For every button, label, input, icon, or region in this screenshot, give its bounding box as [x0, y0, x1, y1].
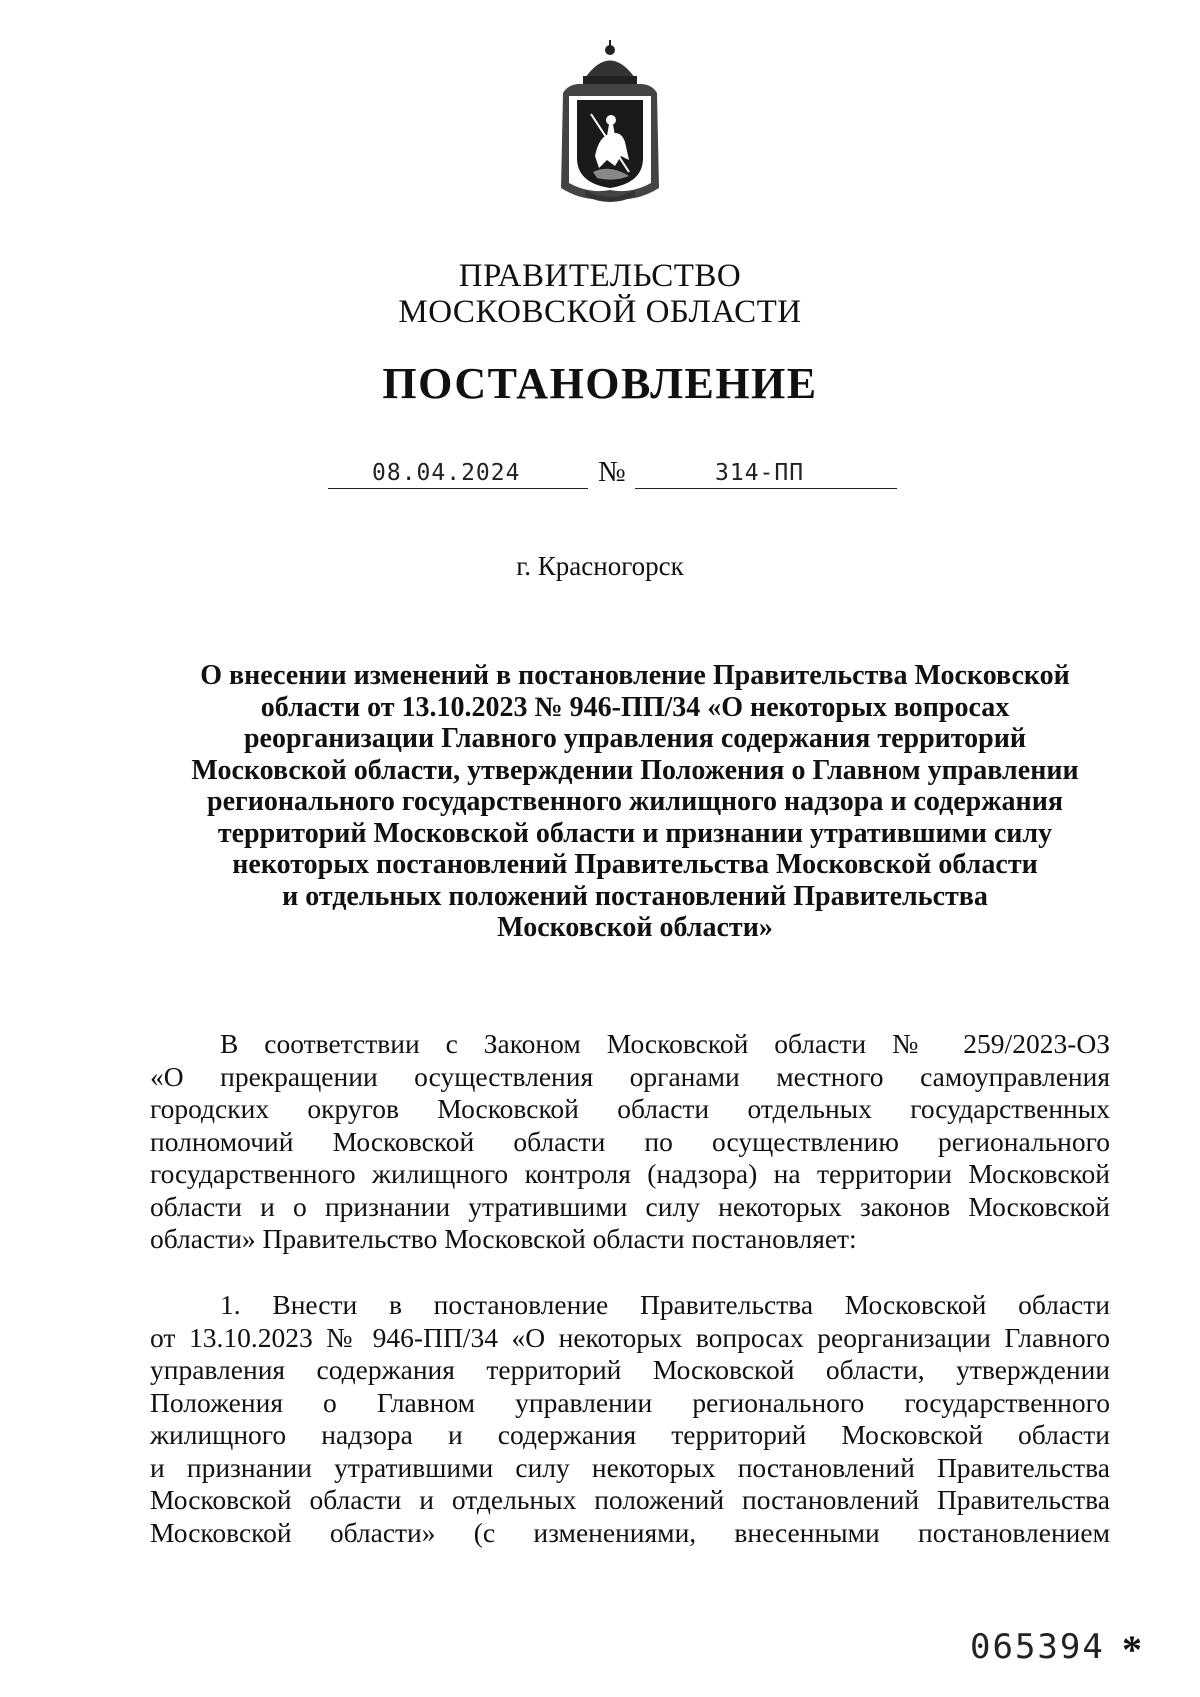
authority-name-line1: ПРАВИТЕЛЬСТВО	[458, 258, 742, 294]
paragraph-line: области и о признании утратившими силу некоторых законов Московской	[150, 1190, 1110, 1222]
serial-number-stamp: 065394	[970, 1627, 1105, 1667]
heading-line: регионального государственного жилищного надзора и содержания	[207, 786, 1063, 817]
paragraph-line: Московской области» (с изменениями, внесенными постановлением	[150, 1516, 1110, 1548]
heading-line: и отдельных положений постановлений Правительства	[282, 880, 988, 912]
paragraph-line: «О прекращении осуществления органами местного самоуправления	[150, 1060, 1110, 1092]
heading-line: территорий Московской области и признании утратившими силу	[217, 817, 1053, 849]
coat-of-arms-emblem	[555, 38, 665, 206]
heading-line: Московской области, утверждении Положения о Главном управлении	[191, 754, 1079, 786]
document-type-title: ПОСТАНОВЛЕНИЕ	[382, 359, 818, 408]
clause-1-paragraph	[150, 1289, 1110, 1549]
paragraph-line: управления содержания территорий Московской области, утверждении	[150, 1354, 1110, 1385]
heading-line: области от 13.10.2023 № 946-ПП/34 «О некоторых вопросах	[260, 691, 1010, 723]
paragraph-line: В соответствии с Законом Московской области № 259/2023-ОЗ	[220, 1028, 1110, 1059]
paragraph-line: области» Правительство Московской области постановляет:	[150, 1223, 857, 1254]
paragraph-line: жилищного надзора и содержания территорий Московской области	[150, 1419, 1110, 1450]
asterisk-mark-icon: *	[1122, 1627, 1142, 1672]
number-sign: №	[598, 456, 626, 488]
heading-line: некоторых постановлений Правительства Московской области	[232, 849, 1038, 880]
document-heading	[170, 660, 1100, 944]
paragraph-line: государственного жилищного контроля (надзора) на территории Московской	[150, 1158, 1110, 1189]
paragraph-line: 1. Внести в постановление Правительства Московской области	[220, 1289, 1110, 1320]
document-date: 08.04.2024	[372, 460, 521, 486]
paragraph-line: Московской области и отдельных положений постановлений Правительства	[150, 1484, 1110, 1515]
paragraph-line: Положения о Главном управлении регионального государственного	[150, 1386, 1110, 1418]
paragraph-line: городских округов Московской области отдельных государственных	[150, 1093, 1110, 1124]
paragraph-line: и признании утратившими силу некоторых постановлений Правительства	[150, 1451, 1110, 1483]
heading-line: реорганизации Главного управления содержания территорий	[243, 723, 1027, 754]
city-name: г. Красногорск	[516, 551, 684, 581]
paragraph-line: от 13.10.2023 № 946-ПП/34 «О некоторых вопросах реорганизации Главного	[150, 1321, 1110, 1353]
heading-line: Московской области»	[497, 912, 773, 943]
paragraph-line: полномочий Московской области по осуществлению регионального	[150, 1125, 1110, 1157]
authority-name-line2: МОСКОВСКОЙ ОБЛАСТИ	[398, 294, 802, 330]
document-number: 314-ПП	[715, 460, 805, 486]
heading-line: О внесении изменений в постановление Правительства Московской	[200, 660, 1070, 691]
preamble-paragraph	[150, 1028, 1110, 1256]
